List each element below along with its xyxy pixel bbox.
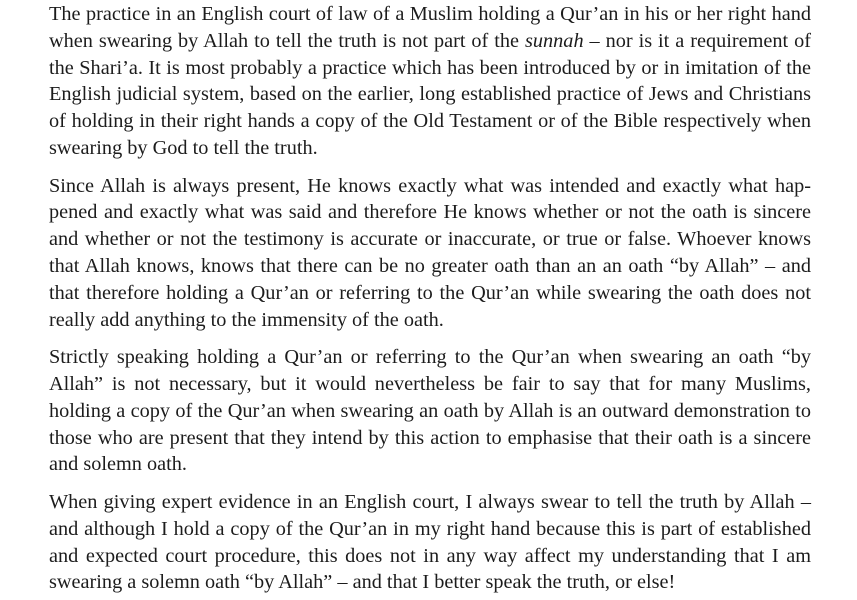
sunnah-emphasis: sunnah xyxy=(524,29,584,52)
paragraph-1 xyxy=(49,1,811,162)
paragraph-3: Strictly speaking holding a Qur’an or referring to the Qur’an when swearing an oath “by Allah” is not necessary, but it would nevertheless be fair to say that for many Muslims, holding a copy of the Qur’an when swearing an oath by Allah is an outward demonstration to those who are present that they intend by this action to emphasise that their oath is a sincere and solemn oath. xyxy=(49,346,811,476)
paragraph-1-text-end: – nor is it a requirement of the Shari’a. It is most probably a practice which has been introduced by or in imitation of the English judicial system, based on the earlier, long established practice of Jews and Christians of holding in their right hands a copy of the Old Testament or of the Bible respectively when swearing by God to tell the truth. xyxy=(49,29,812,159)
paragraph-2: Since Allah is always present, He knows exactly what was intended and exactly what happened and exactly what was said and therefore He knows whether or not the oath is sincere and whether or not the testimony is accurate or inaccurate, or true or false. Whoever knows that Allah knows, knows that there can be no greater oath than an an oath “by Allah” – and that therefore holding a Qur’an or referring to the Qur’an while swearing the oath does not really add anything to the immensity of the oath. xyxy=(49,174,811,331)
paragraph-4: When giving expert evidence in an English court, I always swear to tell the truth by Allah – and although I hold a copy of the Qur’an in my right hand because this is part of established and expected court procedure, this does not in any way affect my understanding that I am swearing a solemn oath “by Allah” – and that I better speak the truth, or else! xyxy=(49,490,811,594)
document-page xyxy=(49,1,811,596)
paragraph-1-text-start: The practice in an English court of law of a Muslim holding a Qur’an in his or her right hand when swearing by Allah to tell the truth is not part of the xyxy=(49,3,811,52)
